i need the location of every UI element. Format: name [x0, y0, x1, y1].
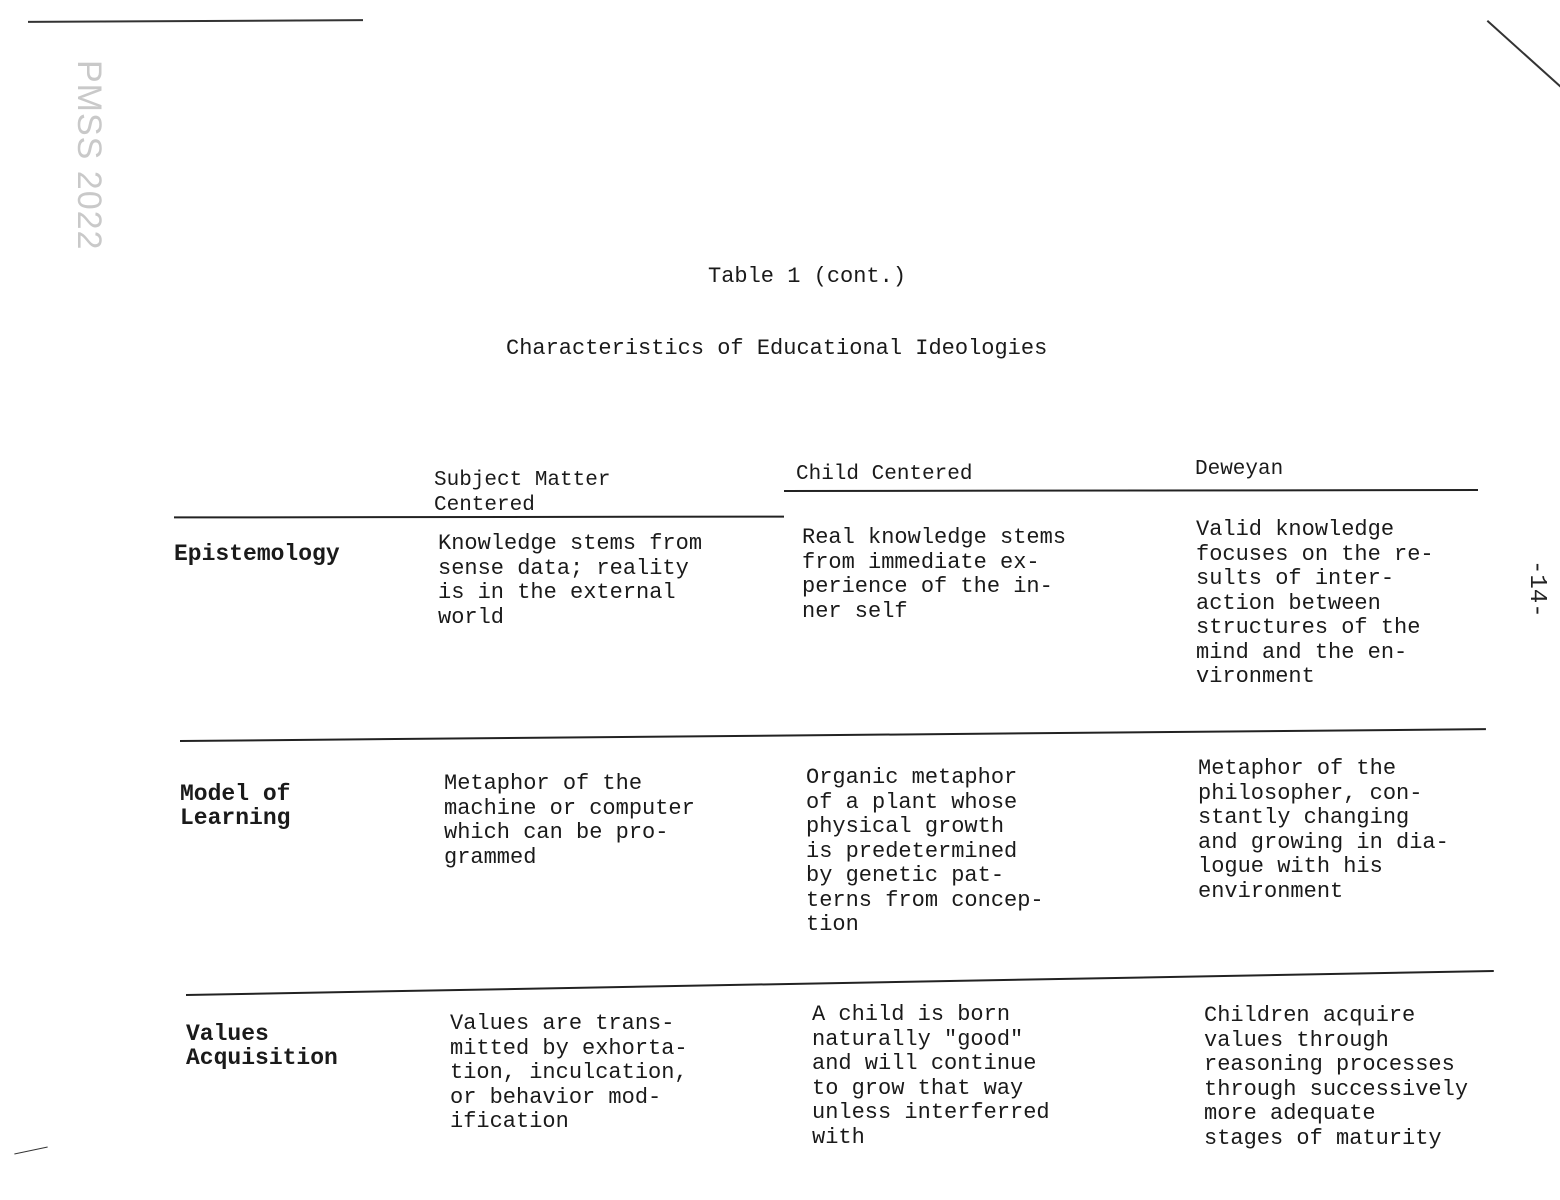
column-header-subject-matter: Subject Matter Centered	[434, 469, 611, 516]
scan-top-line	[28, 19, 363, 23]
table-caption: Table 1 (cont.)	[708, 264, 907, 289]
row-label-values-acquisition: Values Acquisition	[186, 1021, 338, 1071]
page-number: -14-	[1523, 560, 1550, 618]
table-cell: Values are trans- mitted by exhorta- tion, inculcation, or behavior mod- ification	[450, 1011, 688, 1134]
table-cell: Knowledge stems from sense data; reality is in the external world	[438, 531, 703, 630]
column-header-deweyan: Deweyan	[1195, 458, 1284, 481]
table-cell: Organic metaphor of a plant whose physical growth is predetermined by genetic pat- terns from concep- tion	[806, 765, 1044, 937]
column-header-child-centered: Child Centered	[796, 463, 973, 486]
table-cell: Valid knowledge focuses on the re- sults of inter- action between structures of the mind and the en- vironment	[1196, 517, 1434, 689]
row-divider-2	[186, 970, 1494, 996]
scan-edge-mark	[14, 1146, 47, 1154]
table-cell: Real knowledge stems from immediate ex- perience of the in- ner self	[802, 525, 1067, 624]
scan-corner-stroke	[1487, 20, 1560, 88]
row-label-model-of-learning: Model of Learning	[180, 781, 291, 831]
row-label-epistemology: Epistemology	[174, 541, 340, 567]
header-rule-left	[174, 516, 784, 519]
table-cell: A child is born naturally "good" and will continue to grow that way unless interferred with	[812, 1002, 1050, 1150]
table-title: Characteristics of Educational Ideologies	[506, 336, 1048, 361]
watermark: PMSS 2022	[70, 60, 108, 251]
table-cell: Metaphor of the machine or computer which can be pro- grammed	[444, 771, 695, 870]
table-cell: Metaphor of the philosopher, con- stantly changing and growing in dia- logue with his environment	[1198, 756, 1449, 904]
table-cell: Children acquire values through reasoning processes through successively more adequate stages of maturity	[1204, 1003, 1469, 1151]
header-rule-right	[784, 489, 1478, 492]
row-divider-1	[180, 728, 1486, 742]
